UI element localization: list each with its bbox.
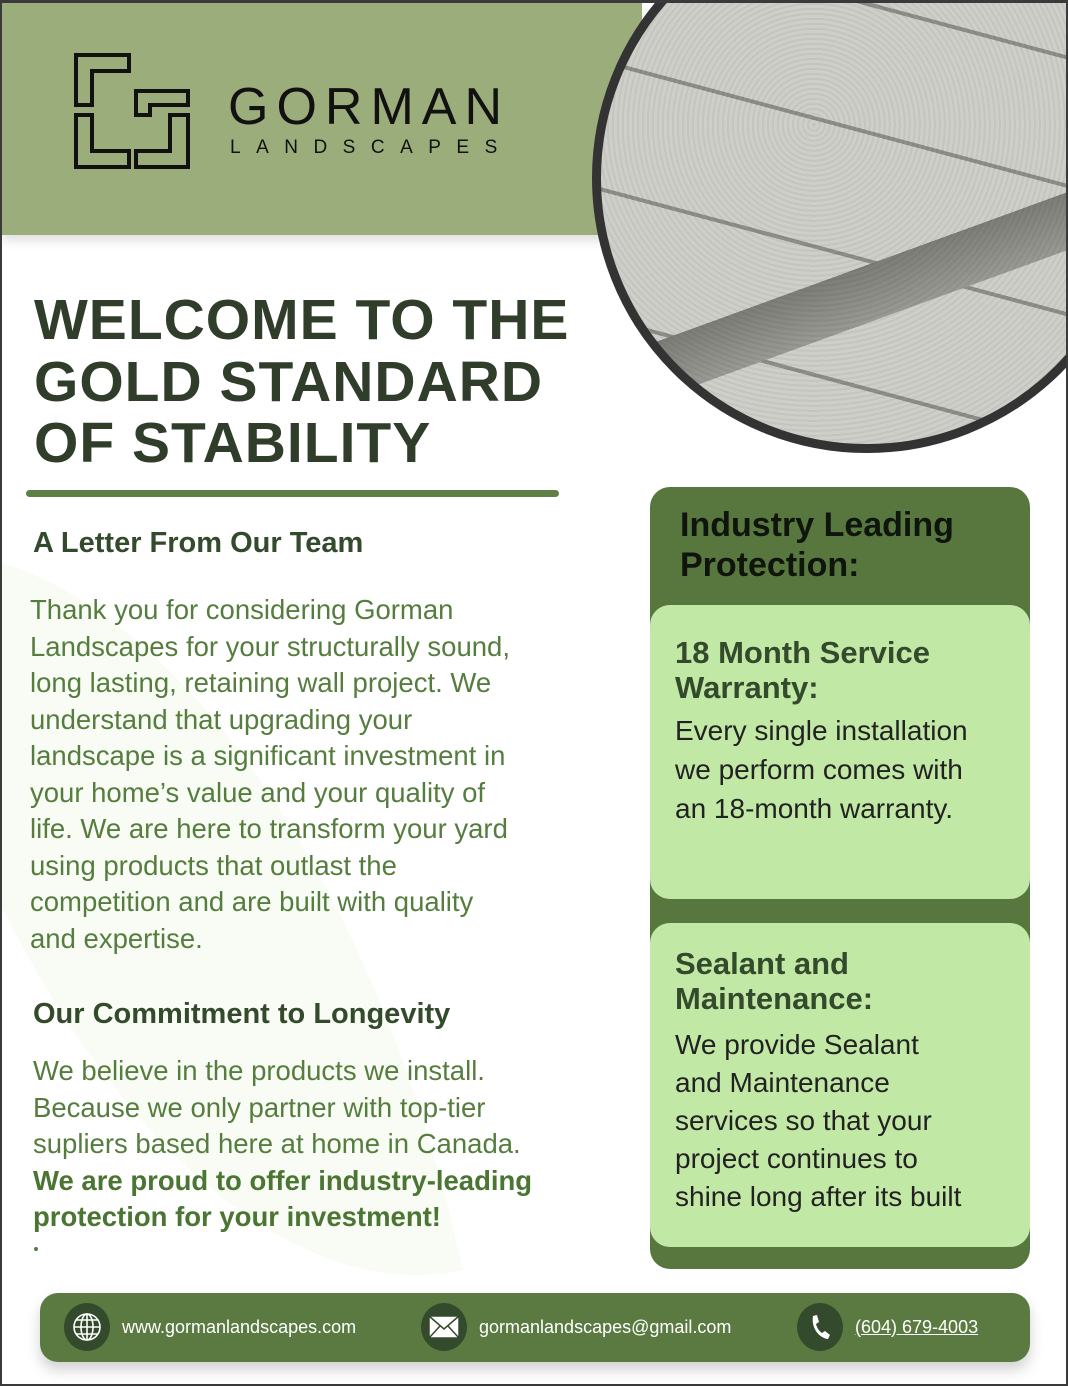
commitment-body bbox=[33, 1053, 532, 1236]
website-contact[interactable] bbox=[64, 1303, 356, 1351]
globe-icon bbox=[64, 1303, 110, 1351]
phone-contact[interactable] bbox=[797, 1303, 978, 1351]
letter-body bbox=[30, 592, 510, 957]
card-body bbox=[675, 711, 1030, 828]
card-title: Sealant and Maintenance: bbox=[675, 946, 874, 1016]
text-line: Every single installation bbox=[675, 715, 968, 746]
gorman-logo-icon bbox=[74, 53, 192, 171]
headline-line: OF STABILITY bbox=[34, 411, 432, 475]
headline-line: GOLD STANDARD bbox=[34, 350, 544, 414]
text-line: an 18-month warranty. bbox=[675, 793, 954, 824]
text-line: Landscapes for your structurally sound, bbox=[30, 630, 510, 662]
card-title: 18 Month Service Warranty: bbox=[675, 635, 930, 705]
warranty-card bbox=[650, 605, 1030, 899]
text-line: and expertise. bbox=[30, 922, 203, 954]
text-line: landscape is a significant investment in bbox=[30, 740, 506, 771]
phone-link[interactable]: (604) 679-4003 bbox=[855, 1316, 979, 1337]
contact-bar bbox=[40, 1293, 1030, 1362]
protection-panel bbox=[650, 487, 1030, 1269]
flyer-page bbox=[2, 3, 1066, 1384]
text-line: long lasting, retaining wall project. We bbox=[30, 667, 492, 698]
text-line: shine long after its built bbox=[675, 1181, 962, 1212]
card-body bbox=[675, 1026, 1030, 1216]
text-line-bold: protection for your investment! bbox=[33, 1201, 441, 1232]
retaining-wall-photo bbox=[592, 3, 1066, 453]
phone-icon bbox=[797, 1303, 843, 1351]
headline-line: WELCOME TO THE bbox=[34, 288, 570, 352]
text-line: We believe in the products we install. bbox=[33, 1055, 485, 1086]
brand-name: GORMAN bbox=[228, 78, 510, 136]
sealant-card bbox=[650, 923, 1030, 1247]
text-line: Because we only partner with top-tier bbox=[33, 1091, 486, 1123]
stray-dot bbox=[34, 1247, 38, 1251]
text-line: we perform comes with bbox=[675, 754, 963, 785]
text-line: life. We are here to transform your yard bbox=[30, 813, 508, 844]
envelope-icon bbox=[421, 1303, 467, 1351]
text-line: supliers based here at home in Canada. bbox=[33, 1128, 521, 1159]
text-line-bold: We are proud to offer industry-leading bbox=[33, 1164, 533, 1196]
letter-heading: A Letter From Our Team bbox=[33, 527, 364, 559]
text-line: understand that upgrading your bbox=[30, 703, 413, 735]
text-line: project continues to bbox=[675, 1143, 918, 1174]
text-line: services so that your bbox=[675, 1105, 932, 1136]
text-line: We provide Sealant bbox=[675, 1029, 919, 1060]
email-contact[interactable] bbox=[421, 1303, 731, 1351]
text-line: and Maintenance bbox=[675, 1067, 890, 1098]
protection-title: Industry Leading Protection: bbox=[680, 506, 954, 584]
website-link[interactable]: www.gormanlandscapes.com bbox=[122, 1316, 357, 1337]
divider bbox=[26, 490, 559, 497]
text-line: competition and are built with quality bbox=[30, 886, 474, 917]
email-link[interactable]: gormanlandscapes@gmail.com bbox=[479, 1316, 732, 1337]
brand-subtitle: LANDSCAPES bbox=[230, 137, 513, 158]
text-line: your home’s value and your quality of bbox=[30, 776, 486, 808]
commitment-heading: Our Commitment to Longevity bbox=[33, 998, 451, 1030]
text-line: using products that outlast the bbox=[30, 849, 397, 881]
text-line: Thank you for considering Gorman bbox=[30, 594, 454, 625]
